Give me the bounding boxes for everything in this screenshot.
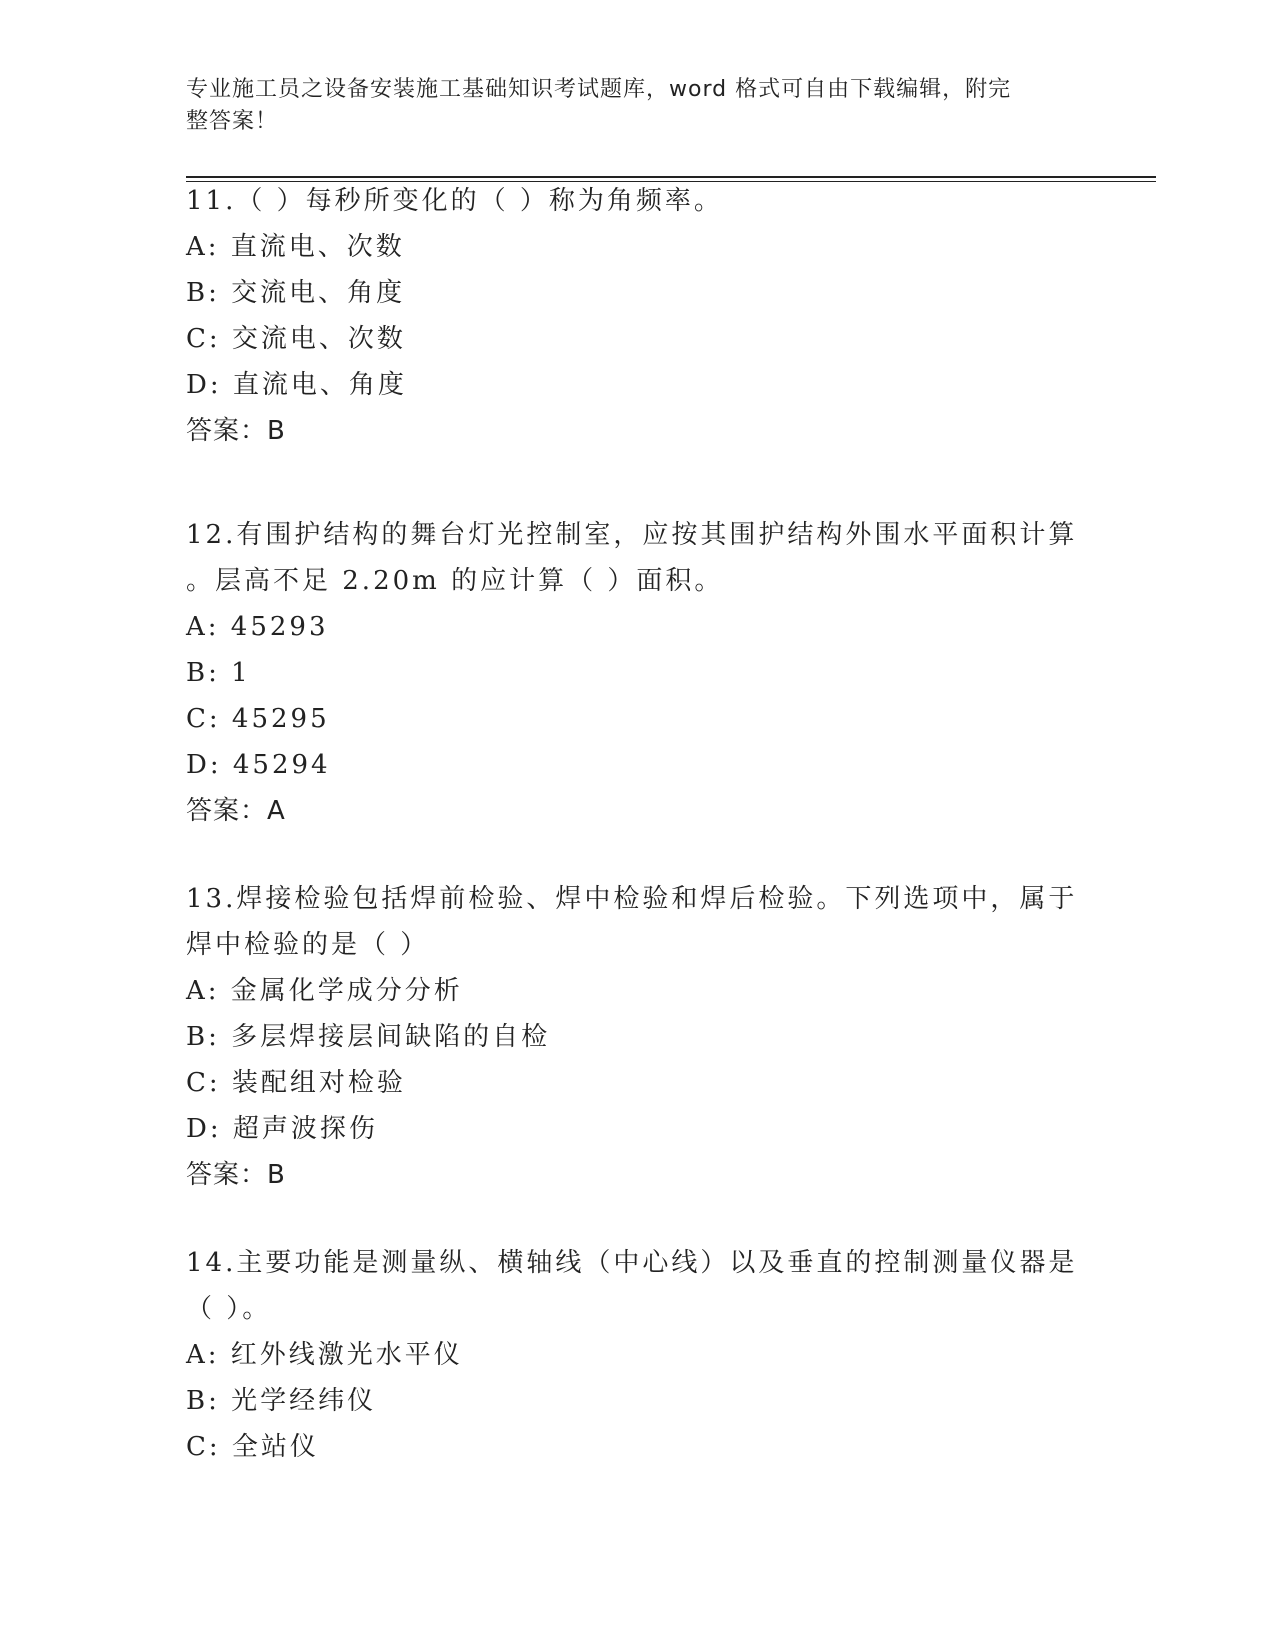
option-d: D: 45294 [186, 750, 331, 780]
option-b: B: 交流电、角度 [186, 278, 406, 308]
option-c: C: 全站仪 [186, 1432, 319, 1462]
document-header [186, 74, 1066, 138]
question-11 [186, 178, 1086, 454]
option-d: D: 超声波探伤 [186, 1114, 378, 1144]
header-line-2: 整答案！ [186, 109, 279, 134]
question-stem: 14.主要功能是测量纵、横轴线（中心线）以及垂直的控制测量仪器是 [186, 1248, 1078, 1278]
question-12 [186, 512, 1086, 834]
answer: 答案：B [186, 416, 286, 446]
question-13 [186, 876, 1086, 1198]
option-c: C: 装配组对检验 [186, 1068, 406, 1098]
header-line-1: 专业施工员之设备安装施工基础知识考试题库，word 格式可自由下载编辑，附完 [186, 77, 1012, 102]
option-a: A: 直流电、次数 [186, 232, 405, 262]
question-stem: 13.焊接检验包括焊前检验、焊中检验和焊后检验。下列选项中，属于 [186, 884, 1078, 914]
answer: 答案：A [186, 796, 286, 826]
option-b: B: 多层焊接层间缺陷的自检 [186, 1022, 551, 1052]
answer: 答案：B [186, 1160, 286, 1190]
question-stem-cont: 焊中检验的是（ ） [186, 930, 430, 960]
question-14 [186, 1240, 1086, 1470]
option-d: D: 直流电、角度 [186, 370, 407, 400]
option-b: B: 光学经纬仪 [186, 1386, 377, 1416]
option-c: C: 交流电、次数 [186, 324, 406, 354]
option-c: C: 45295 [186, 704, 330, 734]
question-stem-cont: 。层高不足 2.20m 的应计算（ ）面积。 [186, 566, 724, 596]
option-a: A: 45293 [186, 612, 329, 642]
question-stem: 11.（ ）每秒所变化的（ ）称为角频率。 [186, 186, 723, 216]
question-stem: 12.有围护结构的舞台灯光控制室，应按其围护结构外围水平面积计算 [186, 520, 1078, 550]
question-stem-cont: （ ）。 [186, 1294, 272, 1324]
option-b: B: 1 [186, 658, 251, 688]
option-a: A: 金属化学成分分析 [186, 976, 463, 1006]
option-a: A: 红外线激光水平仪 [186, 1340, 463, 1370]
